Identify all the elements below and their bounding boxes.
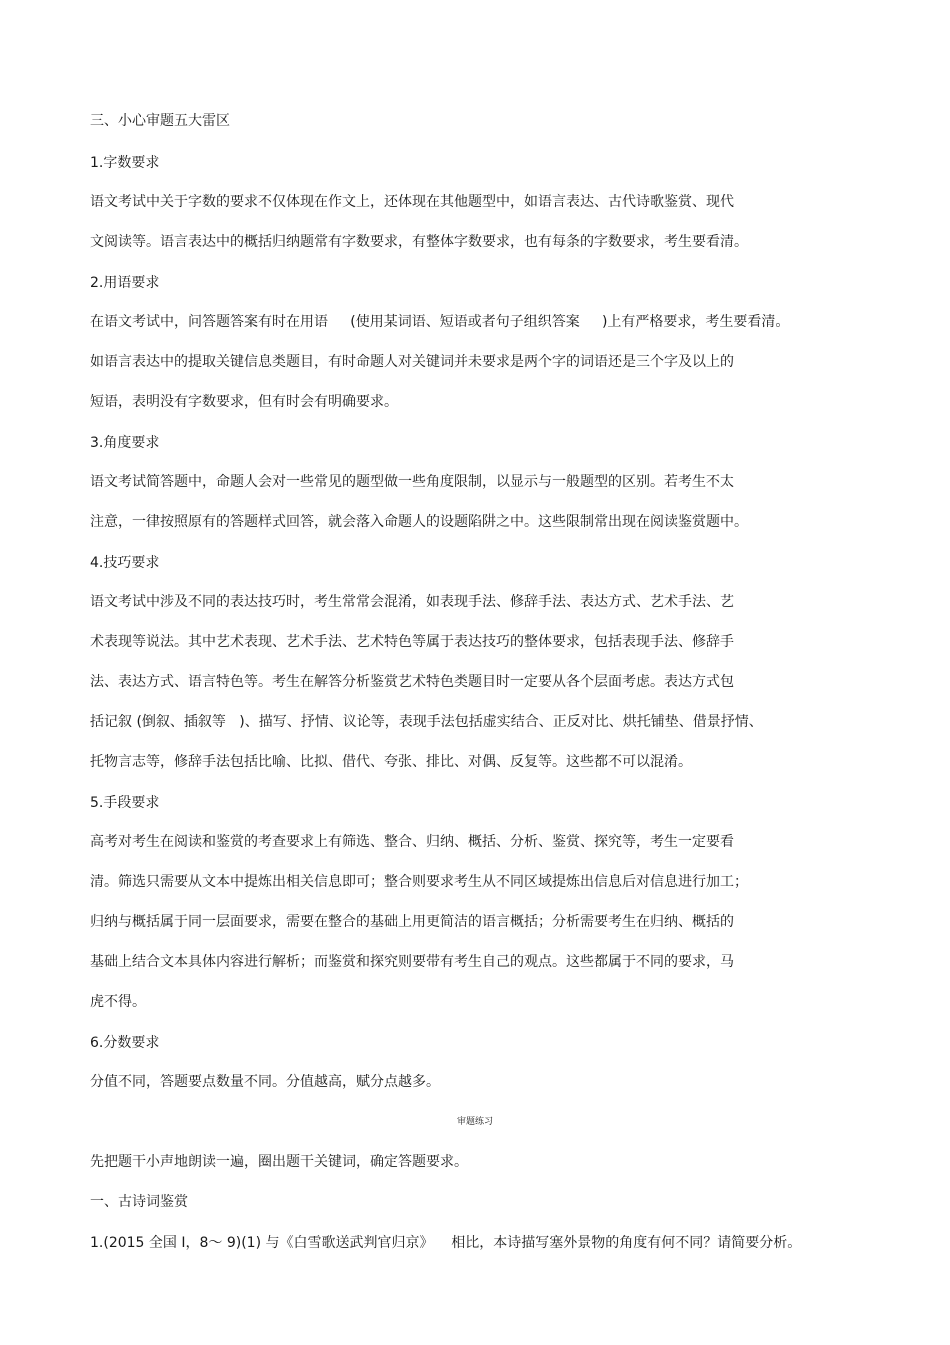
item-title: 2.用语要求 [90, 275, 160, 291]
paragraph-line: 托物言志等，修辞手法包括比喻、比拟、借代、夸张、排比、对偶、反复等。这些都不可以混淆。 [90, 754, 692, 770]
item-title: 6.分数要求 [90, 1035, 160, 1051]
item-title: 4.技巧要求 [90, 555, 160, 571]
paragraph-line: 如语言表达中的提取关键信息类题目，有时命题人对关键词并未要求是两个字的词语还是三个字及以上的 [90, 354, 734, 370]
paragraph-line: 文阅读等。语言表达中的概括归纳题常有字数要求，有整体字数要求，也有每条的字数要求，考生要看清。 [90, 234, 748, 250]
paragraph-line: 短语，表明没有字数要求，但有时会有明确要求。 [90, 394, 398, 410]
paragraph-line: 语文考试中涉及不同的表达技巧时，考生常常会混淆，如表现手法、修辞手法、表达方式、艺术手法、艺 [90, 594, 734, 610]
paragraph-line: 语文考试中关于字数的要求不仅体现在作文上，还体现在其他题型中，如语言表达、古代诗歌鉴赏、现代 [90, 194, 734, 210]
paragraph-line: 注意，一律按照原有的答题样式回答，就会落入命题人的设题陷阱之中。这些限制常出现在阅读鉴赏题中。 [90, 514, 748, 530]
item-title: 1.字数要求 [90, 155, 160, 171]
paragraph-line: 归纳与概括属于同一层面要求，需要在整合的基础上用更简洁的语言概括；分析需要考生在归纳、概括的 [90, 914, 734, 930]
practice-subheading: 一、古诗词鉴赏 [90, 1194, 188, 1210]
paragraph-line: 基础上结合文本具体内容进行解析；而鉴赏和探究则要带有考生自己的观点。这些都属于不同的要求，马 [90, 954, 734, 970]
section-heading: 三、小心审题五大雷区 [90, 113, 230, 129]
item-title: 5.手段要求 [90, 795, 160, 811]
paragraph-line: 在语文考试中，问答题答案有时在用语 (使用某词语、短语或者句子组织答案 )上有严格要求，考生要看清。 [90, 314, 790, 330]
paragraph-line: 高考对考生在阅读和鉴赏的考查要求上有筛选、整合、归纳、概括、分析、鉴赏、探究等，考生一定要看 [90, 834, 734, 850]
practice-title: 审题练习 [456, 1117, 493, 1127]
item-title: 3.角度要求 [90, 435, 160, 451]
practice-question: 1.(2015 全国 Ⅰ，8～ 9)(1) 与《白雪歌送武判官归京》 相比，本诗描写塞外景物的角度有何不同？请简要分析。 [90, 1235, 802, 1251]
paragraph-line: 法、表达方式、语言特色等。考生在解答分析鉴赏艺术特色类题目时一定要从各个层面考虑。表达方式包 [90, 674, 734, 690]
paragraph-line: 清。筛选只需要从文本中提炼出相关信息即可；整合则要求考生从不同区域提炼出信息后对信息进行加工； [90, 874, 748, 890]
paragraph-line: 术表现等说法。其中艺术表现、艺术手法、艺术特色等属于表达技巧的整体要求，包括表现手法、修辞手 [90, 634, 734, 650]
practice-instruction: 先把题干小声地朗读一遍，圈出题干关键词，确定答题要求。 [90, 1154, 468, 1170]
paragraph-line: 语文考试简答题中，命题人会对一些常见的题型做一些角度限制，以显示与一般题型的区别。若考生不太 [90, 474, 734, 490]
paragraph-line: 分值不同，答题要点数量不同。分值越高，赋分点越多。 [90, 1074, 440, 1090]
paragraph-line: 虎不得。 [90, 994, 146, 1010]
paragraph-line: 括记叙 (倒叙、插叙等 )、描写、抒情、议论等，表现手法包括虚实结合、正反对比、烘托铺垫、借景抒情、 [90, 714, 763, 730]
